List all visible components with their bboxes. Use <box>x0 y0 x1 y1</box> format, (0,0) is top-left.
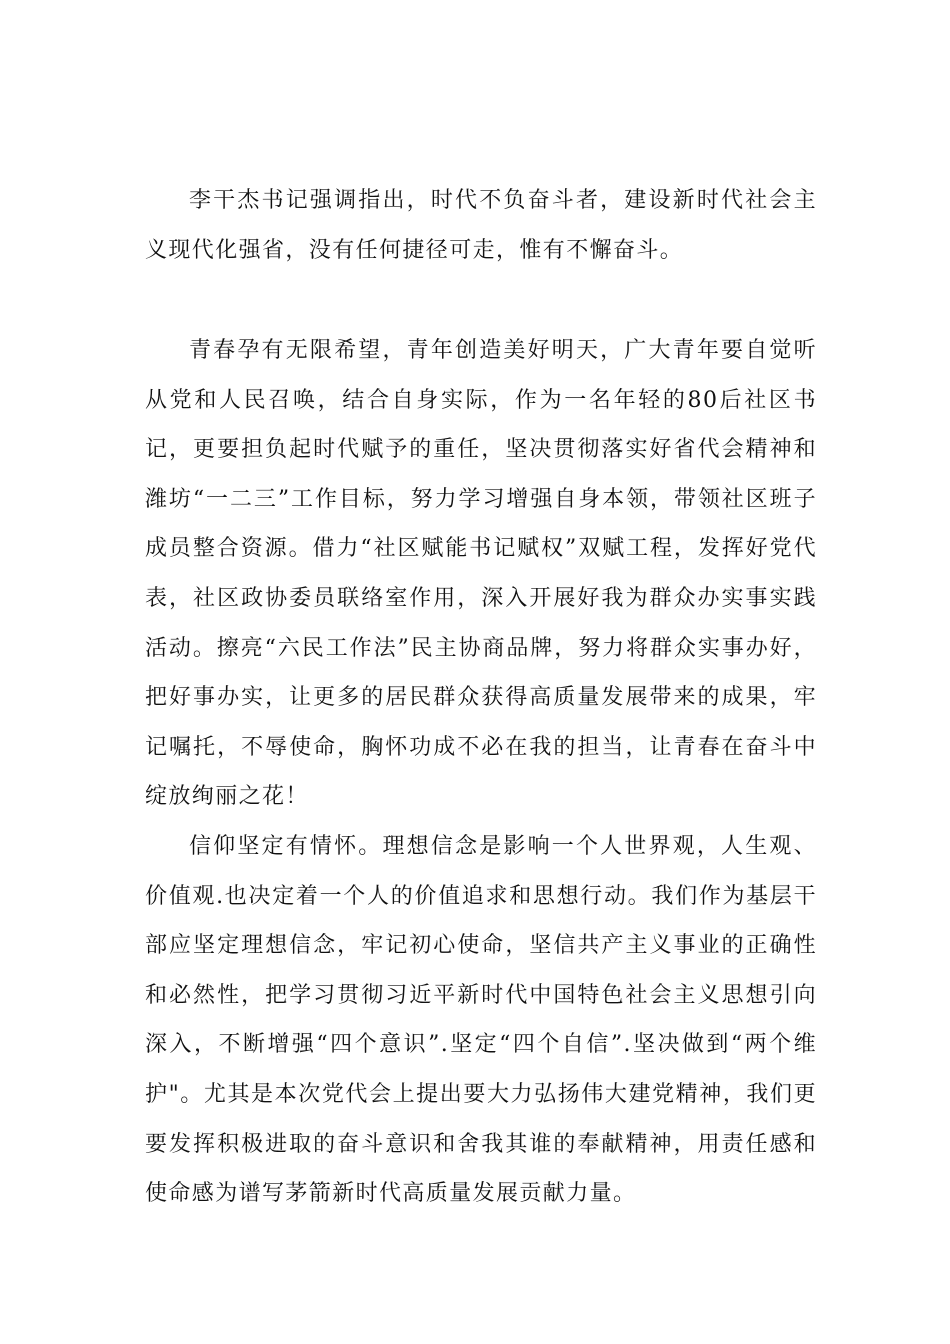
paragraph-2: 青春孕有无限希望，青年创造美好明天，广大青年要自觉听从党和人民召唤，结合自身实际，作为一名年轻的80后社区书记，更要担负起时代赋予的重任，坚决贯彻落实好省代会精神和潍坊“一二三”工作目标，努力学习增强自身本领，带领社区班子成员整合资源。借力“社区赋能书记赋权”双赋工程，发挥好党代表，社区政协委员联络室作用，深入开展好我为群众办实事实践活动。擦亮“六民工作法”民主协商品牌，努力将群众实事办好，把好事办实，让更多的居民群众获得高质量发展带来的成果，牢记嘱托，不辱使命，胸怀功成不必在我的担当，让青春在奋斗中绽放绚丽之花！ <box>145 338 817 810</box>
paragraph-1: 李干杰书记强调指出，时代不负奋斗者，建设新时代社会主义现代化强省，没有任何捷径可走，惟有不懈奋斗。 <box>145 188 817 263</box>
paragraph-3: 信仰坚定有情怀。理想信念是影响一个人世界观，人生观、价值观.也决定着一个人的价值追求和思想行动。我们作为基层干部应坚定理想信念，牢记初心使命，坚信共产主义事业的正确性和必然性，把学习贯彻习近平新时代中国特色社会主义思想引向深入，不断增强“四个意识”.坚定“四个自信”.坚决做到“两个维护"。尤其是本次党代会上提出要大力弘扬伟大建党精神，我们更要发挥积极进取的奋斗意识和舍我其谁的奉献精神，用责任感和使命感为谱写茅箭新时代高质量发展贡献力量。 <box>145 834 817 1207</box>
